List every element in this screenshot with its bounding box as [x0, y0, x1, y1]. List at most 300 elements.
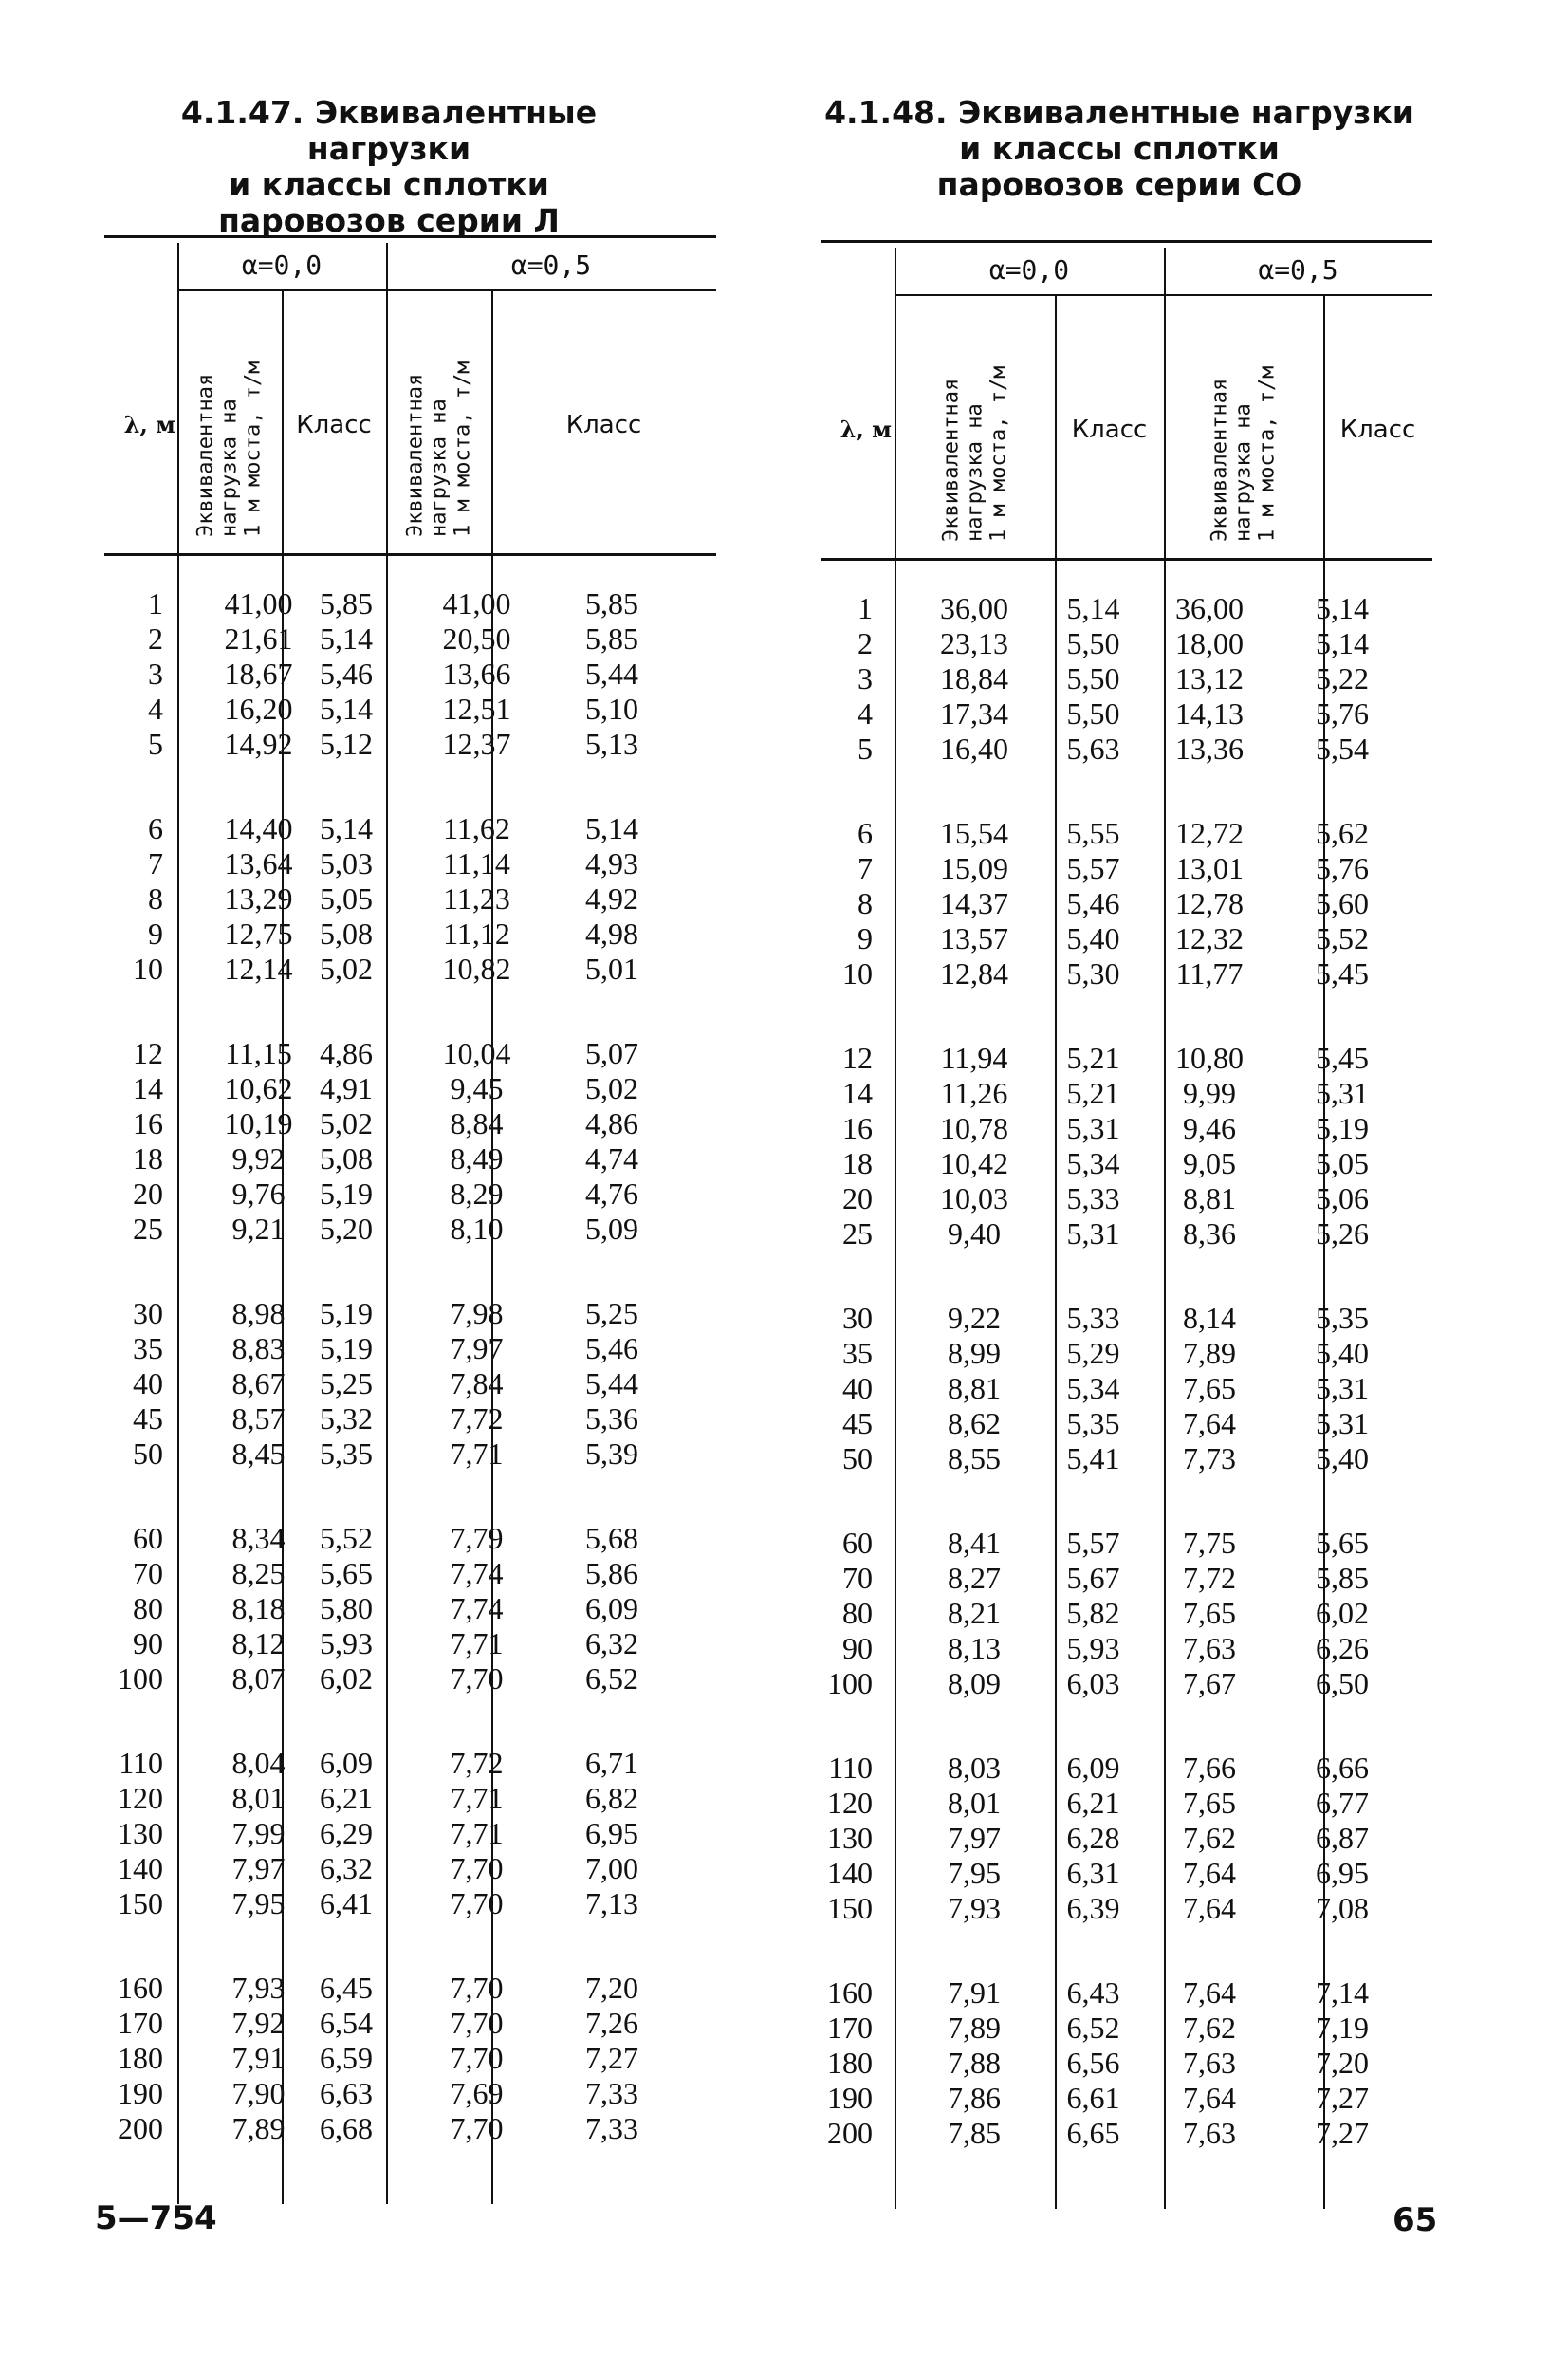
span-cell: 6	[858, 816, 873, 850]
klass-a05-cell: 7,27	[1316, 2116, 1369, 2150]
row-group	[821, 1301, 1432, 1476]
klass-a0-cell: 6,32	[320, 1851, 373, 1885]
alpha-05-header: α=0,5	[510, 250, 592, 281]
klass-a05-cell: 5,35	[1316, 1301, 1369, 1335]
klass-a05-cell: 6,87	[1316, 1821, 1369, 1855]
klass-a05-cell: 5,40	[1316, 1441, 1369, 1475]
load-a05-cell: 12,32	[1175, 921, 1244, 955]
span-cell: 6	[148, 811, 163, 845]
row-group	[104, 1971, 716, 2146]
table-row	[821, 591, 1432, 626]
klass-a05-cell: 5,86	[585, 1556, 638, 1590]
table-row	[104, 1436, 716, 1472]
table-row	[821, 851, 1432, 886]
klass-a0-cell: 6,29	[320, 1816, 373, 1850]
klass-a0-cell: 6,56	[1066, 2046, 1120, 2080]
load-a05-cell: 8,14	[1183, 1301, 1236, 1335]
klass-a05-cell: 6,52	[585, 1661, 638, 1696]
klass-a0-cell: 6,45	[320, 1971, 373, 2005]
load-a0-cell: 16,20	[224, 692, 293, 726]
load-a0-cell: 13,64	[224, 846, 293, 880]
klass-a05-cell: 5,14	[585, 811, 638, 845]
load-a05-cell: 7,98	[450, 1296, 504, 1330]
table-row	[821, 2081, 1432, 2116]
load-a05-cell: 7,70	[450, 2006, 504, 2040]
span-cell: 3	[858, 661, 873, 695]
span-cell: 18	[133, 1141, 163, 1176]
klass-a0-cell: 5,08	[320, 917, 373, 951]
table-row	[104, 1296, 716, 1331]
table-row	[104, 1556, 716, 1591]
load-a0-cell: 8,13	[948, 1631, 1001, 1665]
klass-a0-cell: 5,57	[1066, 851, 1120, 885]
load-a0-cell: 8,62	[948, 1406, 1001, 1440]
klass-a05-cell: 5,14	[1316, 626, 1369, 660]
table-row	[104, 586, 716, 621]
load-a0-cell: 36,00	[940, 591, 1008, 625]
load-a0-cell: 7,95	[231, 1886, 286, 1920]
klass-a05-cell: 5,05	[1316, 1146, 1369, 1180]
klass-a0-cell: 5,02	[320, 1106, 373, 1140]
load-a05-cell: 11,77	[1175, 956, 1244, 991]
klass-a05-cell: 6,66	[1316, 1751, 1369, 1785]
load-a0-cell: 41,00	[224, 586, 293, 621]
load-a0-cell: 8,57	[231, 1401, 286, 1436]
span-cell: 100	[827, 1666, 873, 1700]
load-a0-cell: 8,27	[948, 1561, 1001, 1595]
table-row	[104, 1626, 716, 1661]
klass-a05-cell: 6,50	[1316, 1666, 1369, 1700]
klass-a0-cell: 6,31	[1066, 1856, 1120, 1890]
table-row	[821, 1371, 1432, 1406]
klass-a05-cell: 5,26	[1316, 1216, 1369, 1251]
klass-a0-cell: 5,93	[320, 1626, 373, 1660]
span-cell: 160	[827, 1975, 873, 2010]
load-a0-cell: 8,25	[231, 1556, 286, 1590]
span-cell: 70	[133, 1556, 163, 1590]
klass-a0-cell: 5,14	[320, 621, 373, 656]
table-row	[821, 626, 1432, 661]
row-group	[104, 1521, 716, 1696]
signature-mark: 5—754	[95, 2199, 217, 2237]
klass-a05-cell: 5,45	[1316, 956, 1369, 991]
klass-a0-cell: 5,19	[320, 1331, 373, 1365]
load-a05-cell: 10,04	[442, 1036, 511, 1070]
klass-a05-cell: 5,10	[585, 692, 638, 726]
klass-a05-cell: 6,95	[585, 1816, 638, 1850]
load-a0-cell: 7,86	[948, 2081, 1001, 2115]
klass-a05-cell: 7,27	[585, 2041, 638, 2075]
klass-a0-cell: 5,80	[320, 1591, 373, 1625]
klass-a0-cell: 5,19	[320, 1296, 373, 1330]
klass-a0-cell: 6,43	[1066, 1975, 1120, 2010]
klass-a0-cell: 5,46	[320, 657, 373, 691]
load-header-1	[895, 306, 1055, 548]
load-a0-cell: 11,15	[225, 1036, 292, 1070]
table-row	[821, 886, 1432, 921]
row-group	[821, 1975, 1432, 2151]
load-a05-cell: 7,64	[1183, 1856, 1236, 1890]
load-header-1	[177, 302, 282, 544]
klass-a05-cell: 6,77	[1316, 1786, 1369, 1820]
span-cell: 50	[842, 1441, 873, 1475]
klass-a05-cell: 5,02	[585, 1071, 638, 1105]
span-cell: 45	[842, 1406, 873, 1440]
load-a0-cell: 7,91	[948, 1975, 1001, 2010]
span-cell: 1	[148, 586, 163, 621]
klass-a0-cell: 5,32	[320, 1401, 373, 1436]
load-a0-cell: 9,76	[231, 1177, 286, 1211]
load-a0-cell: 7,93	[948, 1891, 1001, 1925]
load-a05-cell: 7,64	[1183, 1406, 1236, 1440]
table-row	[821, 1526, 1432, 1561]
span-cell: 40	[133, 1366, 163, 1400]
klass-a05-cell: 5,01	[585, 952, 638, 986]
span-cell: 30	[133, 1296, 163, 1330]
klass-a05-cell: 4,93	[585, 846, 638, 880]
load-a0-cell: 10,62	[224, 1071, 293, 1105]
klass-a05-cell: 6,09	[585, 1591, 638, 1625]
load-a05-cell: 7,84	[450, 1366, 504, 1400]
span-cell: 18	[842, 1146, 873, 1180]
load-a0-cell: 12,75	[224, 917, 293, 951]
load-a05-cell: 10,82	[442, 952, 511, 986]
klass-a05-cell: 7,33	[585, 2111, 638, 2145]
klass-a05-cell: 7,19	[1316, 2011, 1369, 2045]
span-cell: 100	[118, 1661, 163, 1696]
klass-a0-cell: 6,02	[320, 1661, 373, 1696]
table-row	[821, 1596, 1432, 1631]
load-a0-cell: 10,42	[940, 1146, 1008, 1180]
span-cell: 190	[827, 2081, 873, 2115]
span-cell: 160	[118, 1971, 163, 2005]
klass-a0-cell: 6,68	[320, 2111, 373, 2145]
load-a05-cell: 13,12	[1175, 661, 1244, 695]
load-a05-cell: 20,50	[442, 621, 511, 656]
row-group	[821, 1526, 1432, 1701]
load-a05-cell: 7,72	[450, 1746, 504, 1780]
load-a0-cell: 8,55	[948, 1441, 1001, 1475]
load-a0-cell: 8,99	[948, 1336, 1001, 1370]
load-a05-cell: 7,72	[450, 1401, 504, 1436]
span-cell: 16	[133, 1106, 163, 1140]
klass-a05-cell: 7,33	[585, 2076, 638, 2110]
klass-a0-cell: 5,12	[320, 727, 373, 761]
load-a05-cell: 7,62	[1183, 1821, 1236, 1855]
klass-a05-cell: 5,31	[1316, 1076, 1369, 1110]
klass-header-1: Класс	[1071, 416, 1148, 444]
span-cell: 35	[133, 1331, 163, 1365]
klass-a0-cell: 5,31	[1066, 1111, 1120, 1145]
klass-a0-cell: 6,59	[320, 2041, 373, 2075]
span-cell: 180	[118, 2041, 163, 2075]
table-row	[821, 1751, 1432, 1786]
table-row	[821, 1336, 1432, 1371]
span-cell: 20	[842, 1181, 873, 1215]
load-a0-cell: 9,40	[948, 1216, 1001, 1251]
klass-header-2: Класс	[1339, 416, 1416, 444]
load-a0-cell: 8,45	[231, 1436, 286, 1471]
klass-a05-cell: 5,76	[1316, 696, 1369, 731]
klass-a0-cell: 6,41	[320, 1886, 373, 1920]
klass-a05-cell: 6,32	[585, 1626, 638, 1660]
load-a05-cell: 7,70	[450, 2041, 504, 2075]
load-a05-cell: 7,65	[1183, 1596, 1236, 1630]
klass-a0-cell: 6,54	[320, 2006, 373, 2040]
table-series-so	[821, 240, 1432, 2209]
klass-a05-cell: 4,98	[585, 917, 638, 951]
klass-a0-cell: 6,21	[1066, 1786, 1120, 1820]
load-a0-cell: 7,95	[948, 1856, 1001, 1890]
row-group	[104, 586, 716, 762]
load-a0-cell: 8,21	[948, 1596, 1001, 1630]
klass-header-1: Класс	[296, 411, 372, 439]
load-a0-cell: 7,85	[948, 2116, 1001, 2150]
span-cell: 8	[148, 881, 163, 916]
row-group	[104, 1296, 716, 1472]
table-row	[821, 661, 1432, 696]
load-a0-cell: 7,89	[231, 2111, 286, 2145]
klass-a05-cell: 5,68	[585, 1521, 638, 1555]
page-number: 65	[1393, 2201, 1438, 2239]
span-cell: 190	[118, 2076, 163, 2110]
table-row	[821, 1856, 1432, 1891]
span-cell: 14	[842, 1076, 873, 1110]
klass-a05-cell: 5,46	[585, 1331, 638, 1365]
span-cell: 3	[148, 657, 163, 691]
table-body	[104, 586, 716, 2196]
load-a0-cell: 9,92	[231, 1141, 286, 1176]
klass-a05-cell: 6,95	[1316, 1856, 1369, 1890]
klass-a05-cell: 7,20	[585, 1971, 638, 2005]
load-a0-cell: 14,92	[224, 727, 293, 761]
klass-a05-cell: 5,44	[585, 1366, 638, 1400]
load-a0-cell: 16,40	[940, 732, 1008, 766]
load-a05-cell: 9,45	[450, 1071, 504, 1105]
load-a0-cell: 7,88	[948, 2046, 1001, 2080]
load-a0-cell: 10,78	[940, 1111, 1008, 1145]
span-cell: 80	[133, 1591, 163, 1625]
table-row	[104, 2041, 716, 2076]
klass-a0-cell: 6,39	[1066, 1891, 1120, 1925]
klass-a0-cell: 5,20	[320, 1212, 373, 1246]
load-a0-cell: 15,09	[940, 851, 1008, 885]
table-row	[104, 1177, 716, 1212]
load-a05-cell: 8,36	[1183, 1216, 1236, 1251]
load-a05-cell: 11,12	[443, 917, 510, 951]
klass-a0-cell: 5,50	[1066, 661, 1120, 695]
load-a05-cell: 7,73	[1183, 1441, 1236, 1475]
klass-a05-cell: 7,08	[1316, 1891, 1369, 1925]
span-cell: 80	[842, 1596, 873, 1630]
klass-a0-cell: 5,57	[1066, 1526, 1120, 1560]
table-row	[104, 1521, 716, 1556]
load-a05-cell: 7,89	[1183, 1336, 1236, 1370]
klass-a05-cell: 5,65	[1316, 1526, 1369, 1560]
table-row	[104, 1591, 716, 1626]
table-row	[104, 917, 716, 952]
klass-a0-cell: 5,50	[1066, 696, 1120, 731]
span-cell: 25	[842, 1216, 873, 1251]
load-a05-cell: 7,70	[450, 1971, 504, 2005]
table-row	[104, 811, 716, 846]
table-title-right: 4.1.48. Эквивалентные нагрузки и классы сплотки паровозов серии СО	[824, 94, 1414, 203]
span-cell: 110	[828, 1751, 873, 1785]
table-row	[104, 621, 716, 657]
span-cell: 4	[858, 696, 873, 731]
span-cell: 130	[118, 1816, 163, 1850]
table-row	[821, 1786, 1432, 1821]
load-a05-cell: 13,01	[1175, 851, 1244, 885]
load-a05-cell: 12,78	[1175, 886, 1244, 920]
table-row	[104, 657, 716, 692]
load-a05-cell: 9,46	[1183, 1111, 1236, 1145]
klass-a05-cell: 5,36	[585, 1401, 638, 1436]
table-row	[821, 921, 1432, 956]
table-row	[821, 1406, 1432, 1441]
table-row	[104, 727, 716, 762]
klass-a0-cell: 5,63	[1066, 732, 1120, 766]
klass-a0-cell: 5,08	[320, 1141, 373, 1176]
table-row	[104, 2076, 716, 2111]
table-row	[821, 2116, 1432, 2151]
span-cell: 90	[842, 1631, 873, 1665]
klass-a05-cell: 6,02	[1316, 1596, 1369, 1630]
load-a05-cell: 7,74	[450, 1556, 504, 1590]
load-a05-cell: 7,70	[450, 1661, 504, 1696]
load-a0-cell: 18,67	[224, 657, 293, 691]
table-row	[821, 1146, 1432, 1181]
klass-a0-cell: 6,09	[1066, 1751, 1120, 1785]
klass-a0-cell: 5,05	[320, 881, 373, 916]
load-a0-cell: 8,83	[231, 1331, 286, 1365]
load-a0-cell: 15,54	[940, 816, 1008, 850]
load-a05-cell: 7,79	[450, 1521, 504, 1555]
klass-a05-cell: 7,00	[585, 1851, 638, 1885]
alpha-05-header: α=0,5	[1258, 254, 1338, 286]
load-a0-cell: 23,13	[940, 626, 1008, 660]
klass-a0-cell: 5,40	[1066, 921, 1120, 955]
klass-a05-cell: 5,25	[585, 1296, 638, 1330]
load-a05-cell: 7,70	[450, 2111, 504, 2145]
klass-a05-cell: 5,76	[1316, 851, 1369, 885]
load-a05-cell: 8,29	[450, 1177, 504, 1211]
load-a05-cell: 7,63	[1183, 1631, 1236, 1665]
load-a0-cell: 10,03	[940, 1181, 1008, 1215]
table-row	[104, 1816, 716, 1851]
klass-a05-cell: 7,27	[1316, 2081, 1369, 2115]
load-a05-cell: 8,81	[1183, 1181, 1236, 1215]
load-a05-cell: 7,66	[1183, 1751, 1236, 1785]
span-cell: 130	[827, 1821, 873, 1855]
klass-a0-cell: 5,46	[1066, 886, 1120, 920]
load-a05-cell: 7,71	[450, 1816, 504, 1850]
table-row	[821, 2011, 1432, 2046]
table-row	[821, 1041, 1432, 1076]
span-cell: 12	[133, 1036, 163, 1070]
klass-a0-cell: 6,03	[1066, 1666, 1120, 1700]
klass-a0-cell: 5,14	[1066, 591, 1120, 625]
span-cell: 140	[827, 1856, 873, 1890]
klass-a0-cell: 4,86	[320, 1036, 373, 1070]
table-row	[104, 1886, 716, 1921]
span-cell: 9	[858, 921, 873, 955]
klass-a0-cell: 5,67	[1066, 1561, 1120, 1595]
load-a05-cell: 7,65	[1183, 1786, 1236, 1820]
load-header-text: Эквивалентная нагрузка на 1 м моста, т/м	[403, 361, 474, 537]
span-cell: 5	[148, 727, 163, 761]
klass-a0-cell: 5,30	[1066, 956, 1120, 991]
load-a0-cell: 8,67	[231, 1366, 286, 1400]
load-a05-cell: 7,72	[1183, 1561, 1236, 1595]
load-a05-cell: 36,00	[1175, 591, 1244, 625]
klass-a0-cell: 5,31	[1066, 1216, 1120, 1251]
load-a0-cell: 13,29	[224, 881, 293, 916]
table-row	[821, 1891, 1432, 1926]
load-a0-cell: 12,14	[224, 952, 293, 986]
klass-a0-cell: 6,65	[1066, 2116, 1120, 2150]
load-a05-cell: 7,63	[1183, 2046, 1236, 2080]
table-row	[821, 1216, 1432, 1251]
klass-a05-cell: 5,45	[1316, 1041, 1369, 1075]
klass-a0-cell: 5,33	[1066, 1301, 1120, 1335]
klass-a0-cell: 5,34	[1066, 1371, 1120, 1405]
table-series-l	[104, 235, 716, 2204]
klass-a05-cell: 6,82	[585, 1781, 638, 1815]
load-a05-cell: 13,36	[1175, 732, 1244, 766]
span-cell: 20	[133, 1177, 163, 1211]
load-a0-cell: 8,34	[231, 1521, 286, 1555]
table-row	[104, 846, 716, 881]
klass-a05-cell: 4,92	[585, 881, 638, 916]
klass-a0-cell: 5,35	[1066, 1406, 1120, 1440]
klass-a05-cell: 5,39	[585, 1436, 638, 1471]
load-a0-cell: 8,18	[231, 1591, 286, 1625]
klass-a05-cell: 5,13	[585, 727, 638, 761]
table-row	[821, 1975, 1432, 2011]
span-cell: 1	[858, 591, 873, 625]
load-a0-cell: 8,01	[231, 1781, 286, 1815]
table-row	[821, 1076, 1432, 1111]
span-cell: 40	[842, 1371, 873, 1405]
klass-a0-cell: 5,33	[1066, 1181, 1120, 1215]
klass-a0-cell: 6,28	[1066, 1821, 1120, 1855]
span-cell: 180	[827, 2046, 873, 2080]
klass-a05-cell: 5,22	[1316, 661, 1369, 695]
klass-a05-cell: 5,40	[1316, 1336, 1369, 1370]
load-header-text: Эквивалентная нагрузка на 1 м моста, т/м	[194, 361, 266, 537]
table-body	[821, 591, 1432, 2200]
klass-a05-cell: 5,07	[585, 1036, 638, 1070]
table-row	[821, 1821, 1432, 1856]
klass-a05-cell: 5,44	[585, 657, 638, 691]
load-a05-cell: 7,97	[450, 1331, 504, 1365]
table-row	[104, 1071, 716, 1106]
header-bottom-rule	[104, 553, 716, 556]
table-row	[821, 732, 1432, 767]
table-row	[821, 1441, 1432, 1476]
klass-a0-cell: 5,55	[1066, 816, 1120, 850]
table-row	[104, 1401, 716, 1436]
span-cell: 5	[858, 732, 873, 766]
span-cell: 170	[827, 2011, 873, 2045]
klass-a0-cell: 5,19	[320, 1177, 373, 1211]
klass-a05-cell: 4,76	[585, 1177, 638, 1211]
table-row	[104, 1661, 716, 1696]
span-cell: 4	[148, 692, 163, 726]
load-header-text: Эквивалентная нагрузка на 1 м моста, т/м	[939, 365, 1010, 542]
klass-a05-cell: 7,13	[585, 1886, 638, 1920]
